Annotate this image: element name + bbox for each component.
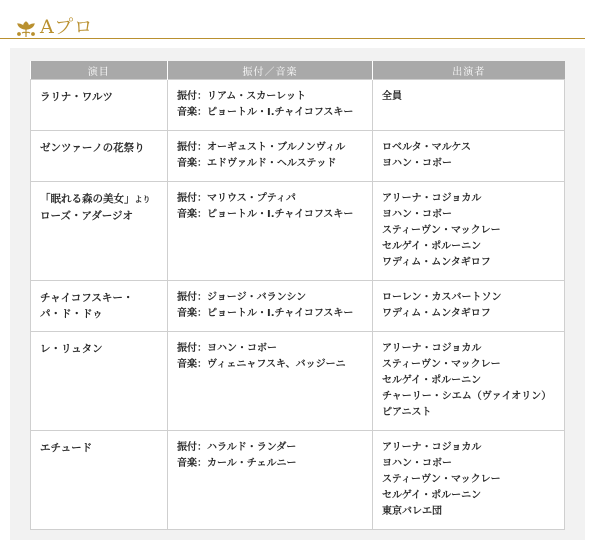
- table-row: [31, 281, 565, 332]
- choreography-credit: 振付：オーギュスト・ブルノンヴィル: [177, 142, 346, 153]
- choreography-credit: 振付：マリウス・プティパ: [177, 193, 296, 204]
- cast-member: ヨハン・コボー: [382, 209, 452, 220]
- music-credit: 音楽：カール・チェルニー: [177, 458, 297, 469]
- table-row: [31, 80, 565, 131]
- work-title: ゼンツァーノの花祭り: [40, 142, 145, 154]
- column-header-cast: 出演者: [373, 61, 565, 80]
- table-row: [31, 131, 565, 182]
- choreography-credit: 振付：ジョージ・バランシン: [177, 292, 307, 303]
- work-title: エチュード: [40, 442, 93, 454]
- column-header-credits: 振付／音楽: [168, 61, 373, 80]
- work-title-cell: [31, 131, 168, 182]
- cast-member: ローレン・カスバートソン: [382, 292, 502, 303]
- section-title: Aプロ: [40, 16, 94, 38]
- work-title: [40, 191, 159, 208]
- table-header-row: [31, 61, 565, 80]
- program-table: [30, 61, 565, 530]
- choreography-credit: 振付：リアム・スカーレット: [177, 91, 306, 102]
- work-title-suffix: より: [134, 195, 151, 204]
- work-title-main: 「眠れる森の美女」: [40, 193, 135, 205]
- cast-member: セルゲイ・ポルーニン: [382, 241, 482, 252]
- cast-cell: [373, 431, 565, 530]
- credits-cell: [168, 80, 373, 131]
- cast-member: 全員: [382, 91, 402, 102]
- table-row: [31, 332, 565, 431]
- music-credit: 音楽：ピョートル・I.チャイコフスキー: [177, 308, 354, 319]
- cast-member: ヨハン・コボー: [382, 458, 452, 469]
- credits-cell: [168, 182, 373, 281]
- cast-member: スティーヴン・マックレー: [382, 474, 501, 485]
- cast-member: アリーナ・コジョカル: [382, 193, 482, 204]
- cast-member: ピアニスト: [382, 407, 432, 418]
- cast-member: ワディム・ムンタギロフ: [382, 257, 491, 268]
- fleur-ornament-icon: [16, 19, 36, 39]
- cast-member: アリーナ・コジョカル: [382, 442, 482, 453]
- cast-cell: [373, 182, 565, 281]
- work-title-cell: [31, 332, 168, 431]
- work-title-cell: [31, 431, 168, 530]
- music-credit: 音楽：エドヴァルド・ヘルステッド: [177, 158, 337, 169]
- work-title-line2: ローズ・アダージオ: [40, 210, 134, 222]
- music-credit: 音楽：ピョートル・I.チャイコフスキー: [177, 209, 354, 220]
- work-title-line2: パ・ド・ドゥ: [40, 308, 103, 320]
- choreography-credit: 振付：ヨハン・コボー: [177, 343, 277, 354]
- work-title-cell: [31, 182, 168, 281]
- work-title-cell: [31, 281, 168, 332]
- column-header-title: 演目: [31, 61, 168, 80]
- cast-member: ヨハン・コボー: [382, 158, 452, 169]
- music-credit: 音楽：ヴィェニャフスキ、バッジーニ: [177, 359, 346, 370]
- cast-member: ロベルタ・マルケス: [382, 142, 471, 153]
- credits-cell: [168, 281, 373, 332]
- cast-member: チャーリー・シエム（ヴァイオリン）: [382, 391, 552, 402]
- cast-cell: [373, 80, 565, 131]
- work-title: ラリナ・ワルツ: [40, 91, 113, 103]
- cast-member: セルゲイ・ポルーニン: [382, 375, 482, 386]
- section-header: [0, 0, 595, 40]
- choreography-credit: 振付：ハラルド・ランダー: [177, 442, 297, 453]
- cast-cell: [373, 281, 565, 332]
- credits-cell: [168, 131, 373, 182]
- music-credit: 音楽：ピョートル・I.チャイコフスキー: [177, 107, 354, 118]
- cast-member: 東京バレエ団: [382, 506, 442, 517]
- work-title-cell: [31, 80, 168, 131]
- credits-cell: [168, 332, 373, 431]
- cast-cell: [373, 131, 565, 182]
- cast-member: スティーヴン・マックレー: [382, 225, 501, 236]
- credits-cell: [168, 431, 373, 530]
- cast-member: スティーヴン・マックレー: [382, 359, 501, 370]
- cast-member: セルゲイ・ポルーニン: [382, 490, 482, 501]
- header-divider: [0, 38, 585, 39]
- cast-member: ワディム・ムンタギロフ: [382, 308, 491, 319]
- table-row: [31, 431, 565, 530]
- work-title: レ・リュタン: [40, 343, 103, 355]
- table-row: [31, 182, 565, 281]
- cast-member: アリーナ・コジョカル: [382, 343, 482, 354]
- work-title: チャイコフスキー・: [40, 292, 134, 304]
- cast-cell: [373, 332, 565, 431]
